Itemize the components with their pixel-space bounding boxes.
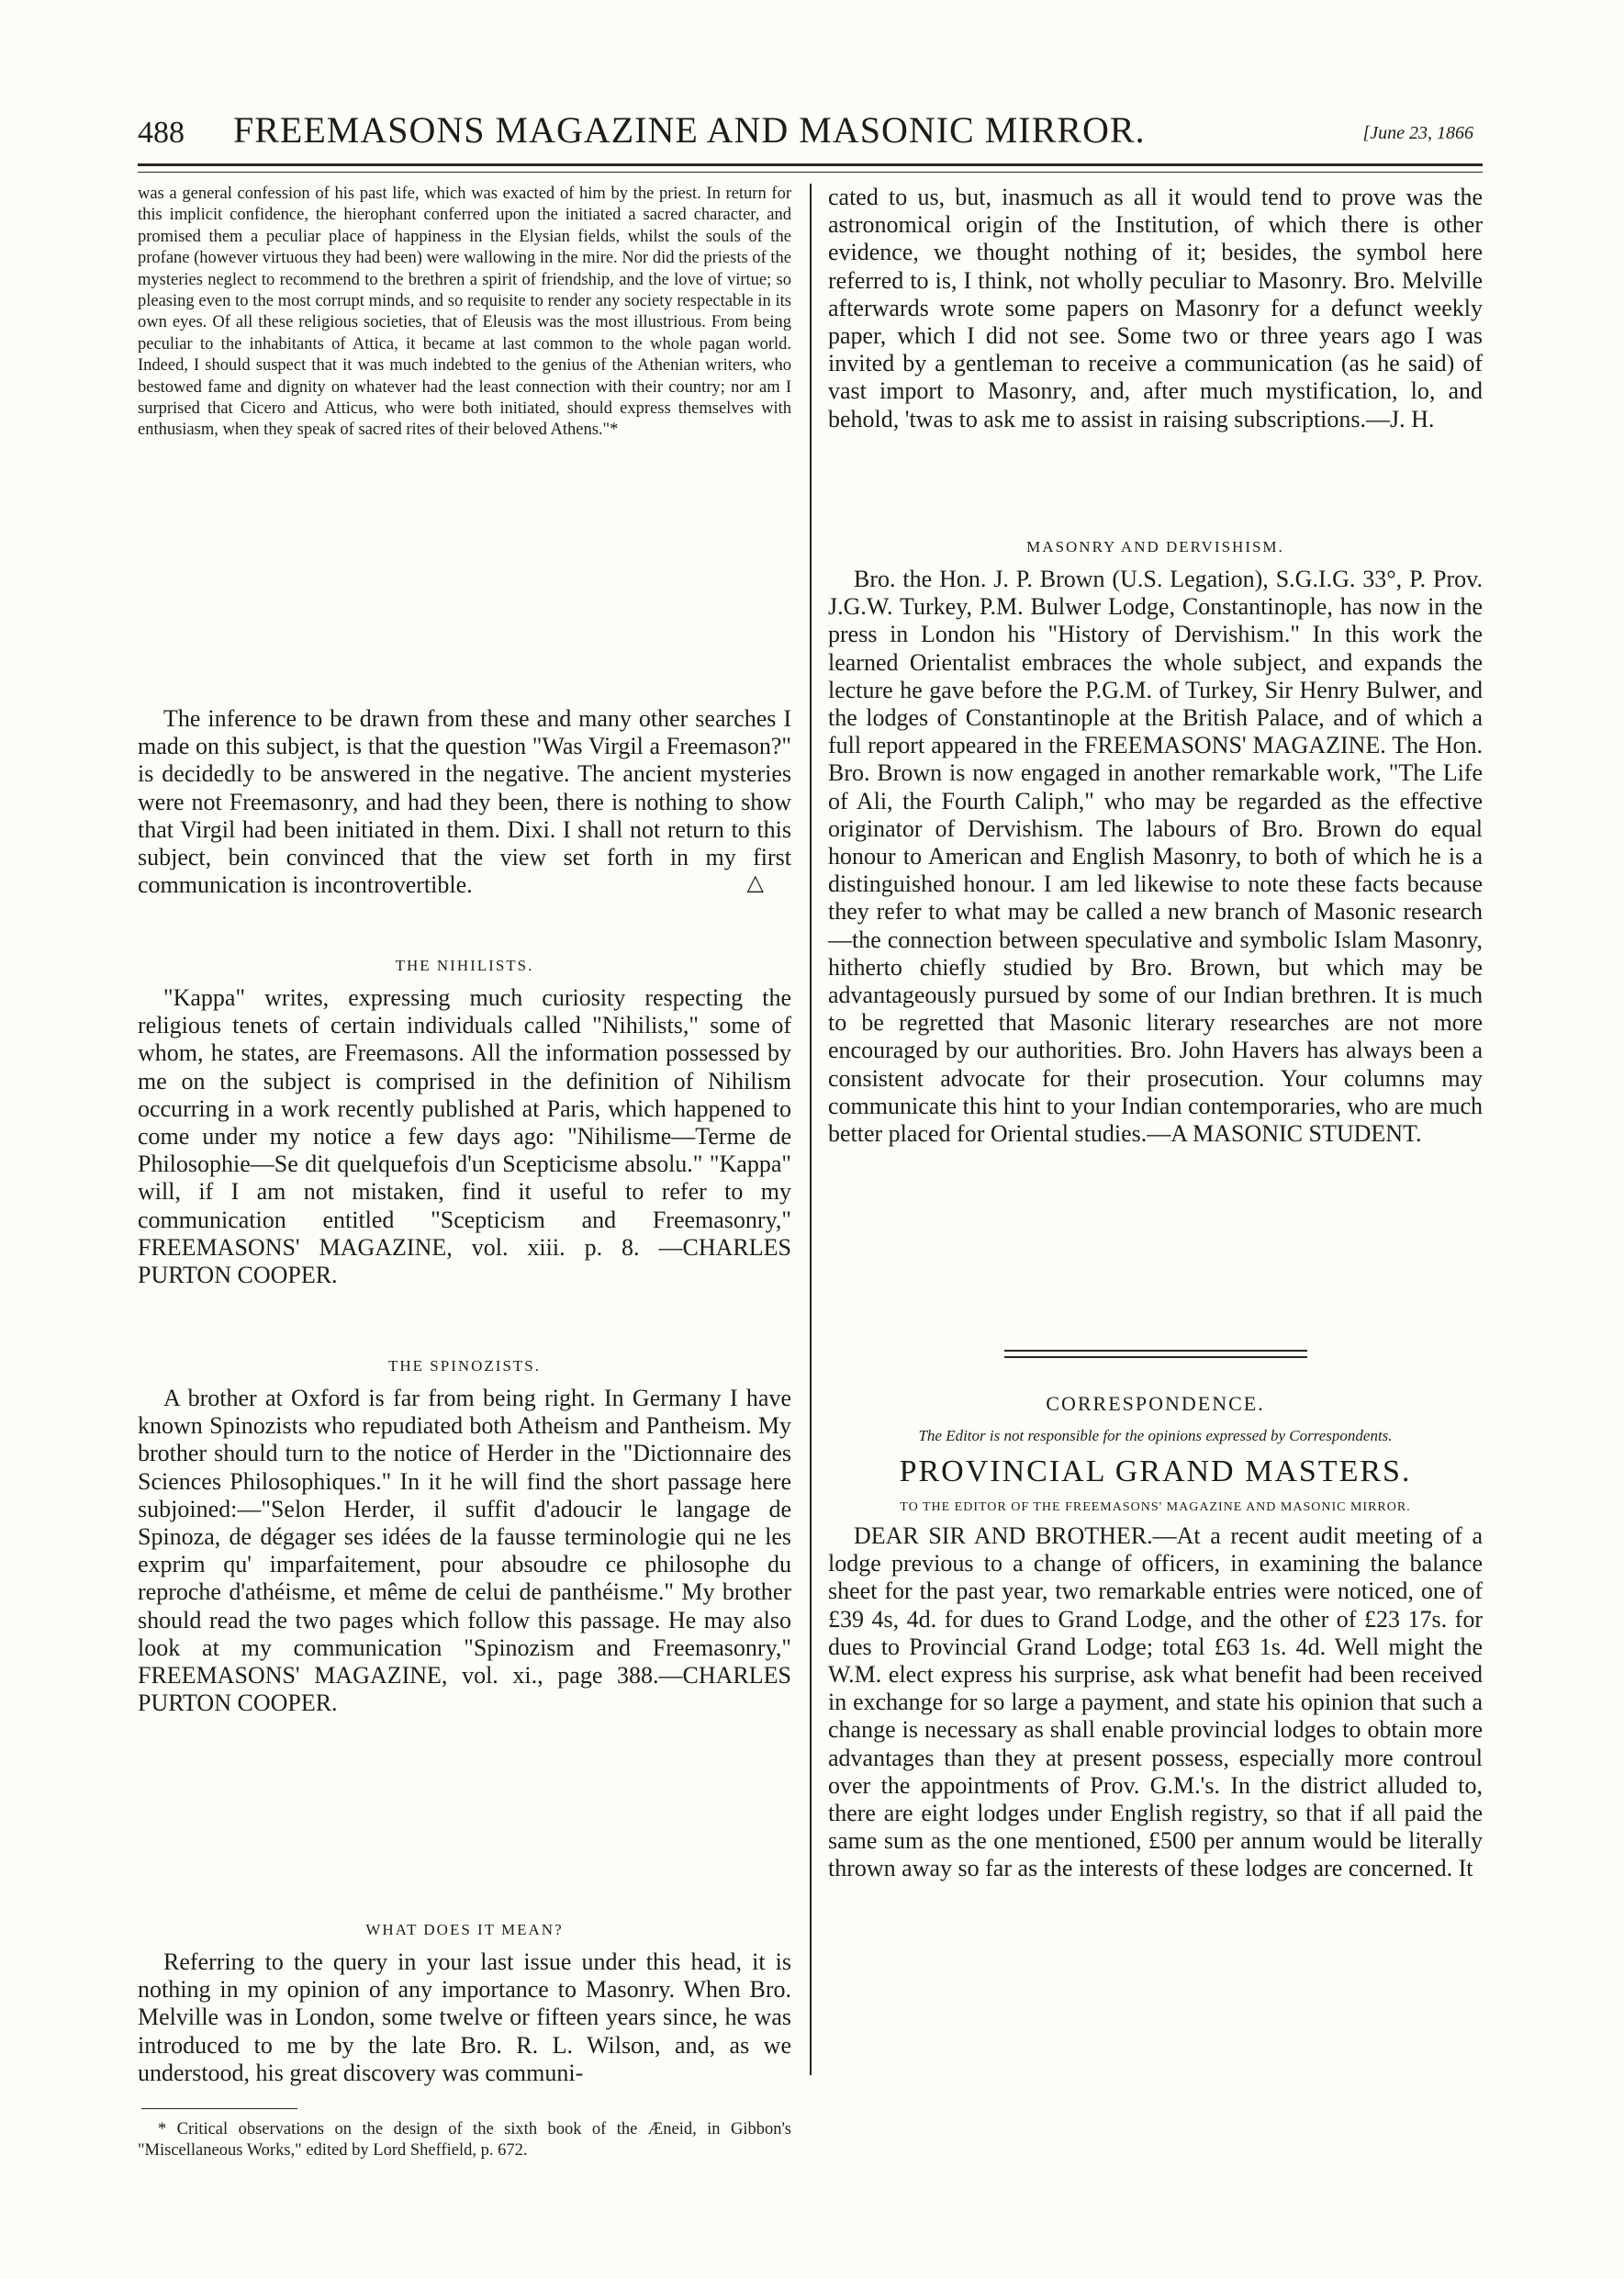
page-number: 488 (138, 116, 185, 150)
section-separator (1004, 1350, 1307, 1358)
spinozists-heading: THE SPINOZISTS. (387, 1357, 541, 1375)
letter-paragraph: DEAR SIR AND BROTHER.—At a recent audit meeting of a lodge previous to a change of officers, in examining the balance sheet for the past year, two remarkable entries were noticed, one of £39 4s, 4d. for dues to Grand Lodge, and the other of £23 17s. for dues to Provincial Grand Lodge; total £63 1s. 4d. Well might the W.M. elect express his surprise, ask what benefit had been received in exchange for so large a payment, and state his opinion that such a change is necessary as shall enable provincial lodges to obtain more advantages than they at present possess, especially more controul over the appointments of Prov. G.M.'s. In the district alluded to, there are eight lodges under English registry, so that if all paid the same sum as the one mentioned, £500 per annum would be literally thrown away so far as the interests of these lodges are concerned. It (828, 1522, 1483, 1882)
correspondence-heading: CORRESPONDENCE. (1046, 1392, 1265, 1415)
to-the-editor-line: TO THE EDITOR OF THE FREEMASONS' MAGAZINE AND MASONIC MIRROR. (900, 1500, 1411, 1514)
footnote-rule (141, 2108, 297, 2109)
nihilists-paragraph: "Kappa" writes, expressing much curiosity respecting the religious tenets of certain individuals called "Nihilists," some of whom, he states, are Freemasons. All the information possessed by me on the subject is comprised in the definition of Nihilism occurring in a work recently published at Paris, which happened to come under my notice a few days ago: "Nihilisme—Terme de Philosophie—Se dit quelquefois d'un Scepticisme absolu." "Kappa" will, if I am not mistaken, find it useful to refer to my communication entitled "Scepticism and Freemasonry," FREEMASONS' MAGAZINE, vol. xiii. p. 8. —CHARLES PURTON COOPER. (138, 984, 791, 1289)
what-does-it-mean-paragraph: Referring to the query in your last issue under this head, it is nothing in my opinion of any importance to Masonry. When Bro. Melville was in London, some twelve or fifteen years since, he was introduced to me by the late Bro. R. L. Wilson, and, as we understood, his great discovery was communi- (138, 1948, 791, 2086)
spinozists-paragraph: A brother at Oxford is far from being right. In Germany I have known Spinozists who repudiated both Atheism and Pantheism. My brother should turn to the notice of Herder in the "Dictionnaire des Sciences Philosophiques." In it he will find the short passage here subjoined:—"Selon Herder, il suffit d'adoucir le langage de Spinoza, de dégager ses idées de la fausse terminologie qui ne les exprim qu' imparfaitement, pour absoudre ce philosophe du reproche d'athéisme, et même de celui de panthéisme." My brother should read the two pages which follow this passage. He may also look at my communication "Spinozism and Freemasonry," FREEMASONS' MAGAZINE, vol. xi., page 388.—CHARLES PURTON COOPER. (138, 1385, 791, 1717)
running-title: FREEMASONS MAGAZINE AND MASONIC MIRROR. (233, 109, 1146, 151)
editor-disclaimer: The Editor is not responsible for the opinions expressed by Correspondents. (918, 1427, 1393, 1444)
issue-date: [June 23, 1866 (1362, 123, 1473, 143)
nihilists-heading: THE NIHILISTS. (395, 957, 534, 974)
continuation-paragraph: cated to us, but, inasmuch as all it would tend to prove was the astronomical origin of the Institution, of which there is other evidence, we thought nothing of it; besides, the symbol here referred to is, I think, not wholly peculiar to Masonry. Bro. Melville afterwards wrote some papers on Masonry for a defunct weekly paper, which I did not see. Some two or three years ago I was invited by a gentleman to receive a communication (as he said) of vast import to Masonry, and, after much mystification, lo, and behold, 'twas to ask me to assist in raising subscriptions.—J. H. (828, 184, 1483, 432)
what-does-it-mean-heading: WHAT DOES IT MEAN? (365, 1921, 564, 1938)
virgil-paragraph: The inference to be drawn from these and many other searches I made on this subject, is that the question "Was Virgil a Freemason?" is decidedly to be answered in the negative. The ancient mysteries were not Freemasonry, and had they been, there is nothing to show that Virgil had been initiated in them. Dixi. I shall not return to this subject, bein convinced that the view set forth in my first communication is incontrovertible. (138, 705, 791, 899)
dervishism-paragraph: Bro. the Hon. J. P. Brown (U.S. Legation), S.G.I.G. 33°, P. Prov. J.G.W. Turkey, P.M. Bulwer Lodge, Constantinople, has now in the press in London his "History of Dervishism." In this work the learned Orientalist embraces the whole subject, and expands the lecture he gave before the P.G.M. of Turkey, Sir Henry Bulwer, and the lodges of Constantinople at the British Palace, and of which a full report appeared in the FREEMASONS' MAGAZINE. The Hon. Bro. Brown is now engaged in another remarkable work, "The Life of Ali, the Fourth Caliph," who may be regarded as the effective originator of Dervishism. The labours of Bro. Brown do equal honour to American and English Masonry, to both of which he is a distinguished honour. I am led likewise to note these facts because they refer to what may be called a new branch of Masonic research—the connection between speculative and symbolic Islam Masonry, hitherto chiefly studied by Bro. Brown, but which may be advantageously pursued by some of our Indian brethren. It is much to be regretted that Masonic literary researches are not more encouraged by our authorities. Bro. John Havers has always been a consistent advocate for their prosecution. Your columns may communicate this hint to your Indian contemporaries, who are much better placed for Oriental studies.—A MASONIC STUDENT. (828, 566, 1483, 1148)
column-divider (810, 184, 812, 2075)
footnote: * Critical observations on the design of the sixth book of the Æneid, in Gibbon's "Miscellaneous Works," edited by Lord Sheffield, p. 672. (138, 2120, 791, 2160)
dervishism-heading: MASONRY AND DERVISHISM. (1026, 538, 1284, 556)
header-rule (138, 163, 1483, 173)
provincial-grand-masters-heading: PROVINCIAL GRAND MASTERS. (899, 1454, 1412, 1488)
page-header (138, 108, 1483, 173)
triangle-signature: △ (746, 871, 764, 896)
quoted-gibbon-paragraph: was a general confession of his past life, which was exacted of him by the priest. In return for this implicit confidence, the hierophant conferred upon the initiated a sacred character, and promised them a peculiar place of happiness in the Elysian fields, whilst the souls of the profane (however virtuous they had been) were wallowing in the mire. Nor did the priests of the mysteries neglect to recommend to the brethren a spirit of friendship, and the love of virtue; so pleasing even to the most corrupt minds, and so requisite to render any society respectable in its own eyes. Of all these religious societies, that of Eleusis was the most illustrious. From being peculiar to the inhabitants of Attica, it became at last common to the whole pagan world. Indeed, I should suspect that it was much indebted to the genius of the Athenian writers, who bestowed fame and dignity on whatever had the least connection with their country; nor am I surprised that Cicero and Atticus, who were both initiated, should express themselves with enthusiasm, when they speak of sacred rites of their beloved Athens."* (138, 185, 791, 440)
